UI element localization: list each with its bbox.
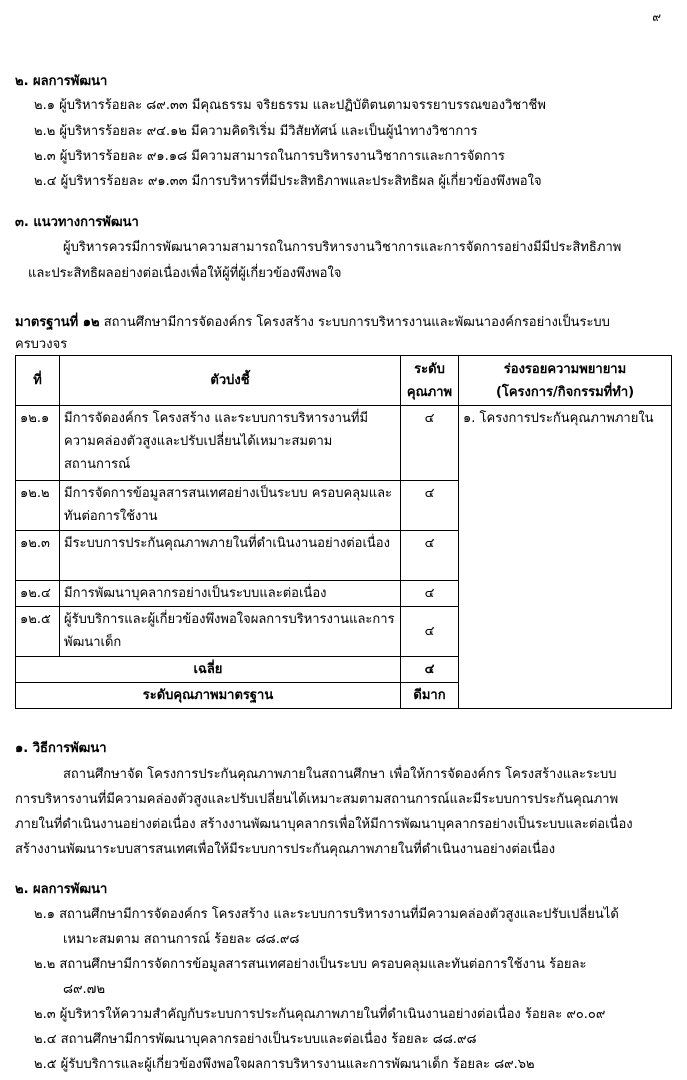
result-a-4: ๒.๔ ผู้บริหารร้อยละ ๙๑.๓๓ มีการบริหารที่มีประสิทธิภาพและประสิทธิผล ผู้เกี่ยวข้องพึงพอใจ [34, 174, 542, 189]
row-level: ๔ [401, 406, 459, 481]
row-indicator: มีระบบการประกันคุณภาพภายในที่ดำเนินงานอย่างต่อเนื่อง [60, 531, 401, 581]
result-a-1: ๒.๑ ผู้บริหารร้อยละ ๘๙.๓๓ มีคุณธรรม จริยธรรม และปฏิบัติตนตามจรรยาบรรณของวิชาชีพ [34, 98, 546, 113]
evidence-cell [459, 406, 672, 709]
method-line-2: การบริหารงานที่มีความคล่องตัวสูงและปรับเปลี่ยนได้เหมาะสมตามสถานการณ์และมีระบบการประกันคุณภาพ [15, 792, 619, 807]
header-level [401, 356, 459, 406]
result-a-2: ๒.๒ ผู้บริหารร้อยละ ๙๔.๑๒ มีความคิดริเริ่ม มีวิสัยทัศน์ และเป็นผู้นำทางวิชาการ [34, 124, 478, 139]
method-line-1: สถานศึกษาจัด โครงการประกันคุณภาพภายในสถานศึกษา เพื่อให้การจัดองค์กร โครงสร้างและระบบ [63, 767, 617, 782]
row-level: ๔ [401, 581, 459, 607]
row-no: ๑๒.๓ [16, 531, 60, 581]
header-no: ที่ [16, 356, 60, 406]
row-indicator: มีการจัดองค์กร โครงสร้าง และระบบการบริหารงานที่มีความคล่องตัวสูงและปรับเปลี่ยนได้เหมาะสมตามสถานการณ์ [60, 406, 401, 481]
table-row [16, 406, 672, 481]
standard-title-line1: สถานศึกษามีการจัดองค์กร โครงสร้าง ระบบการบริหารงานและพัฒนาองค์กรอย่างเป็นระบบ [103, 315, 610, 330]
guideline-heading: ๓. แนวทางการพัฒนา [15, 215, 139, 230]
result-b-5: ๒.๕ ผู้รับบริการและผู้เกี่ยวข้องพึงพอใจผลการบริหารงานและการพัฒนาเด็ก ร้อยละ ๘๙.๖๒ [34, 1057, 535, 1072]
row-indicator: มีการพัฒนาบุคลากรอย่างเป็นระบบและต่อเนื่อง [60, 581, 401, 607]
method-line-3: ภายในที่ดำเนินงานอย่างต่อเนื่อง สร้างงานพัฒนาบุคลากรเพื่อให้มีการพัฒนาบุคลากรอย่างเป็นระบบและต่อเนื่อง [15, 817, 633, 832]
header-evidence-line1: ร่องรอยความพยายาม [503, 361, 627, 377]
header-level-line1: ระดับ [414, 361, 445, 377]
average-value: ๔ [401, 657, 459, 683]
table-header-row [16, 356, 672, 406]
header-evidence [459, 356, 672, 406]
row-indicator: ผู้รับบริการและผู้เกี่ยวข้องพึงพอใจผลการบริหารงานและการพัฒนาเด็ก [60, 607, 401, 657]
result-a-3: ๒.๓ ผู้บริหารร้อยละ ๙๑.๑๘ มีความสามารถในการบริหารงานวิชาการและการจัดการ [34, 149, 505, 164]
result-b-2-line2: ๘๙.๗๒ [63, 982, 106, 997]
standard-title [15, 311, 610, 332]
standard-table [15, 355, 672, 709]
result-b-1-line1: ๒.๑ สถานศึกษามีการจัดองค์กร โครงสร้าง และระบบการบริหารงานที่มีความคล่องตัวสูงและปรับเปลี่ยนได้ [34, 907, 619, 922]
method-line-4: สร้างงานพัฒนาระบบสารสนเทศเพื่อให้มีระบบการประกันคุณภาพภายในที่ดำเนินงานอย่างต่อเนื่อง [15, 842, 556, 857]
row-no: ๑๒.๒ [16, 481, 60, 531]
results-heading-a: ๒. ผลการพัฒนา [15, 74, 108, 89]
result-b-2-line1: ๒.๒ สถานศึกษามีการจัดการข้อมูลสารสนเทศอย่างเป็นระบบ ครอบคลุมและทันต่อการใช้งาน ร้อยละ [34, 957, 587, 972]
evidence-text: ๑. โครงการประกันคุณภาพภายใน [463, 411, 654, 426]
row-level: ๔ [401, 531, 459, 581]
result-b-3: ๒.๓ ผู้บริหารให้ความสำคัญกับระบบการประกันคุณภาพภายในที่ดำเนินงานอย่างต่อเนื่อง ร้อยละ ๙๐.๐๙ [34, 1007, 606, 1022]
page-number: ๙ [652, 10, 661, 24]
quality-value: ดีมาก [401, 683, 459, 709]
standard-label: มาตรฐานที่ ๑๒ [15, 315, 100, 330]
result-b-1-line2: เหมาะสมตาม สถานการณ์ ร้อยละ ๘๘.๙๘ [63, 932, 300, 947]
standard-title-line2: ครบวงจร [15, 337, 68, 352]
quality-label: ระดับคุณภาพมาตรฐาน [16, 683, 401, 709]
row-level: ๔ [401, 481, 459, 531]
results-heading-b: ๒. ผลการพัฒนา [15, 882, 108, 897]
guideline-line-1: ผู้บริหารควรมีการพัฒนาความสามารถในการบริหารงานวิชาการและการจัดการอย่างมีมีประสิทธิภาพ [63, 240, 622, 255]
header-level-line2: คุณภาพ [406, 384, 453, 400]
row-indicator: มีการจัดการข้อมูลสารสนเทศอย่างเป็นระบบ ครอบคลุมและทันต่อการใช้งาน [60, 481, 401, 531]
row-no: ๑๒.๔ [16, 581, 60, 607]
header-indicator: ตัวบ่งชี้ [60, 356, 401, 406]
row-no: ๑๒.๑ [16, 406, 60, 481]
row-no: ๑๒.๕ [16, 607, 60, 657]
guideline-line-2: และประสิทธิผลอย่างต่อเนื่องเพื่อให้ผู้ที่ผู้เกี่ยวข้องพึงพอใจ [28, 266, 342, 281]
header-evidence-line2: (โครงการ/กิจกรรมที่ทำ) [495, 384, 635, 400]
result-b-4: ๒.๔ สถานศึกษามีการพัฒนาบุคลากรอย่างเป็นระบบและต่อเนื่อง ร้อยละ ๘๘.๙๘ [34, 1032, 477, 1047]
row-level: ๔ [401, 607, 459, 657]
method-heading: ๑. วิธีการพัฒนา [15, 741, 107, 756]
average-label: เฉลี่ย [16, 657, 401, 683]
